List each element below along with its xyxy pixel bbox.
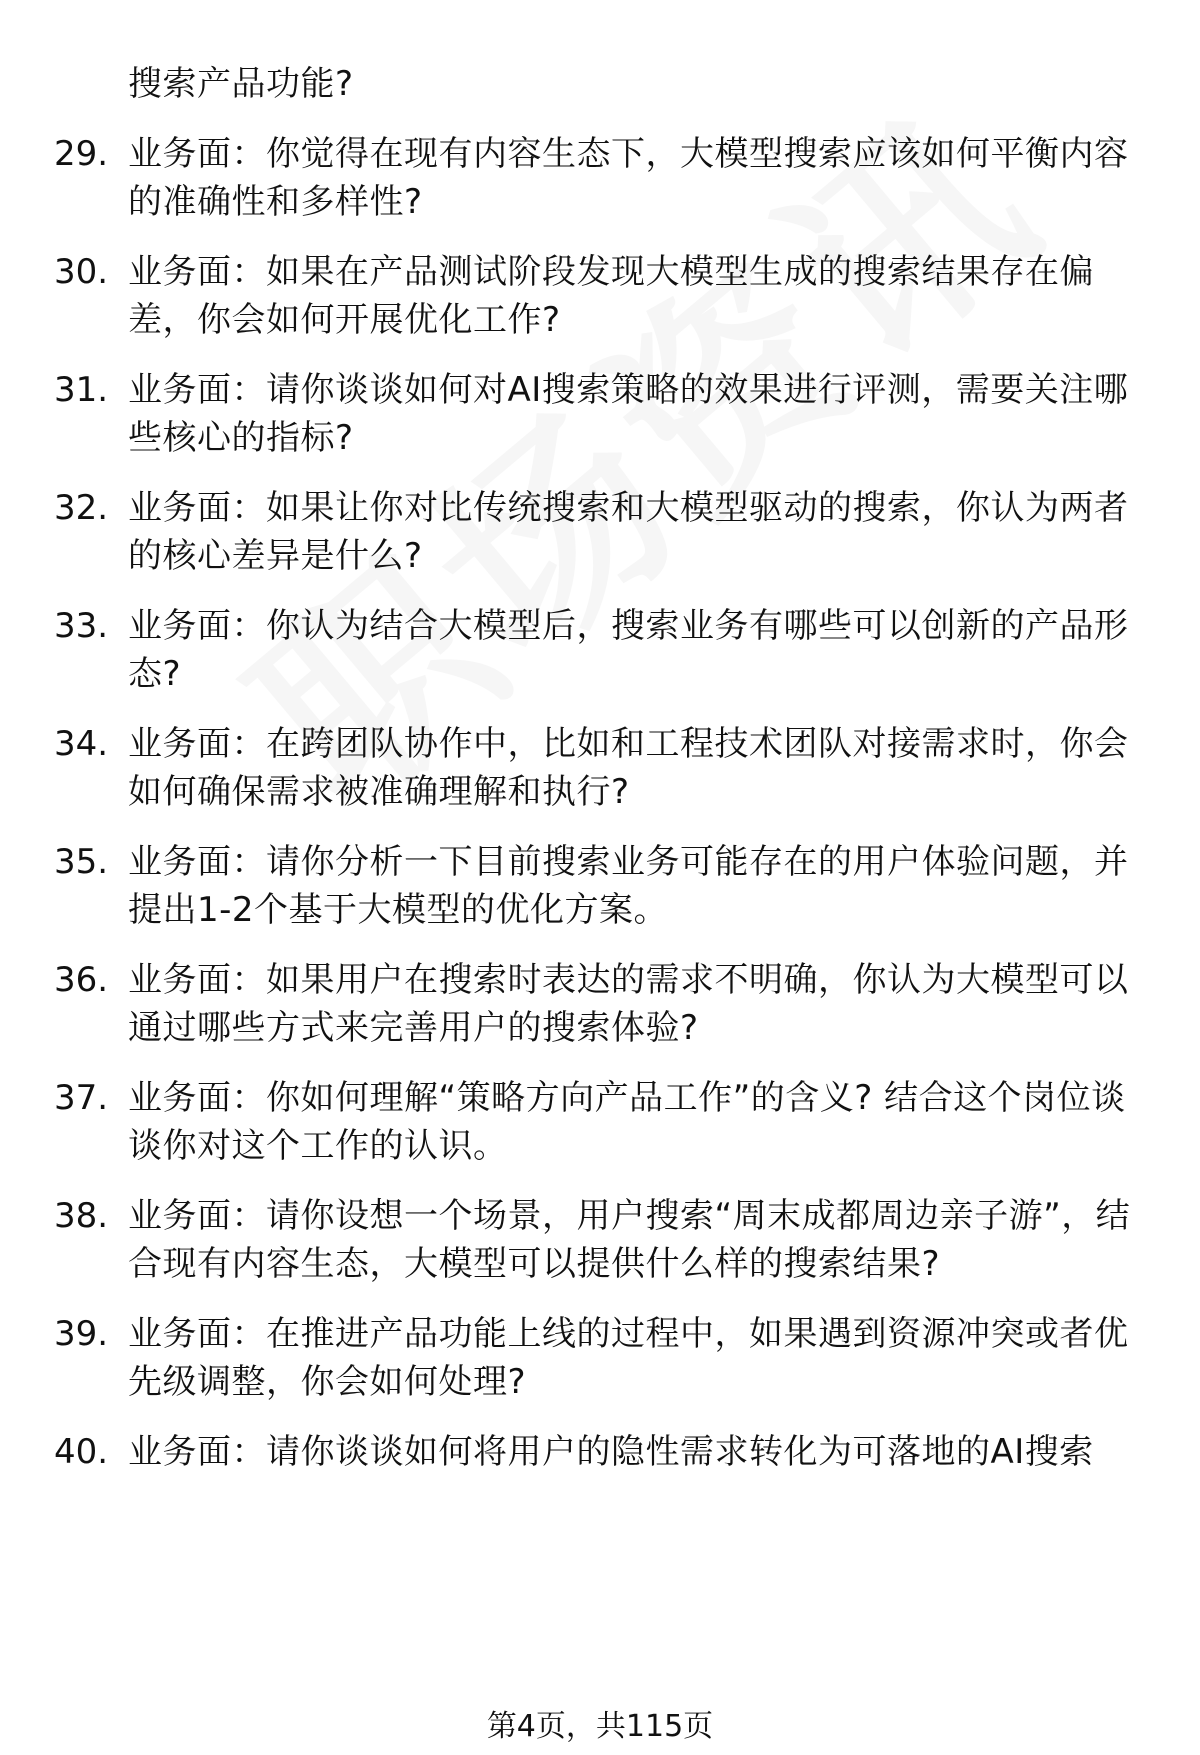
question-number: 32. bbox=[54, 488, 109, 528]
question-text: 业务面：在推进产品功能上线的过程中，如果遇到资源冲突或者优先级调整，你会如何处理? bbox=[128, 1314, 1129, 1402]
question-number: 36. bbox=[54, 960, 109, 1000]
question-text: 业务面：在跨团队协作中，比如和工程技术团队对接需求时，你会如何确保需求被准确理解和执行? bbox=[128, 724, 1129, 812]
page-footer: 第4页，共115页 bbox=[486, 1709, 714, 1744]
question-number: 40. bbox=[54, 1432, 109, 1472]
question-number: 37. bbox=[54, 1078, 109, 1118]
question-text: 业务面：请你设想一个场景，用户搜索“周末成都周边亲子游”，结合现有内容生态，大模型可以提供什么样的搜索结果? bbox=[128, 1196, 1131, 1284]
question-number: 31. bbox=[54, 370, 109, 410]
question-text: 业务面：如果用户在搜索时表达的需求不明确，你认为大模型可以通过哪些方式来完善用户的搜索体验? bbox=[128, 960, 1129, 1048]
continuation-text: 搜索产品功能? bbox=[128, 64, 354, 104]
question-number: 34. bbox=[54, 724, 109, 764]
question-text: 业务面：请你分析一下目前搜索业务可能存在的用户体验问题，并提出1-2个基于大模型的优化方案。 bbox=[128, 842, 1129, 930]
question-text: 业务面：如果让你对比传统搜索和大模型驱动的搜索，你认为两者的核心差异是什么? bbox=[128, 488, 1129, 576]
question-number: 30. bbox=[54, 252, 109, 292]
question-number: 39. bbox=[54, 1314, 109, 1354]
question-text: 业务面：请你谈谈如何将用户的隐性需求转化为可落地的AI搜索 bbox=[128, 1432, 1094, 1472]
question-text: 业务面：你认为结合大模型后，搜索业务有哪些可以创新的产品形态? bbox=[128, 606, 1129, 694]
question-text: 业务面：请你谈谈如何对AI搜索策略的效果进行评测，需要关注哪些核心的指标? bbox=[128, 370, 1129, 458]
question-number: 33. bbox=[54, 606, 109, 646]
question-text: 业务面：如果在产品测试阶段发现大模型生成的搜索结果存在偏差，你会如何开展优化工作? bbox=[128, 252, 1094, 340]
question-number: 29. bbox=[54, 134, 109, 174]
question-number: 38. bbox=[54, 1196, 109, 1236]
question-text: 业务面：你觉得在现有内容生态下，大模型搜索应该如何平衡内容的准确性和多样性? bbox=[128, 134, 1129, 222]
question-number: 35. bbox=[54, 842, 109, 882]
question-text: 业务面：你如何理解“策略方向产品工作”的含义? 结合这个岗位谈谈你对这个工作的认识。 bbox=[128, 1078, 1126, 1166]
